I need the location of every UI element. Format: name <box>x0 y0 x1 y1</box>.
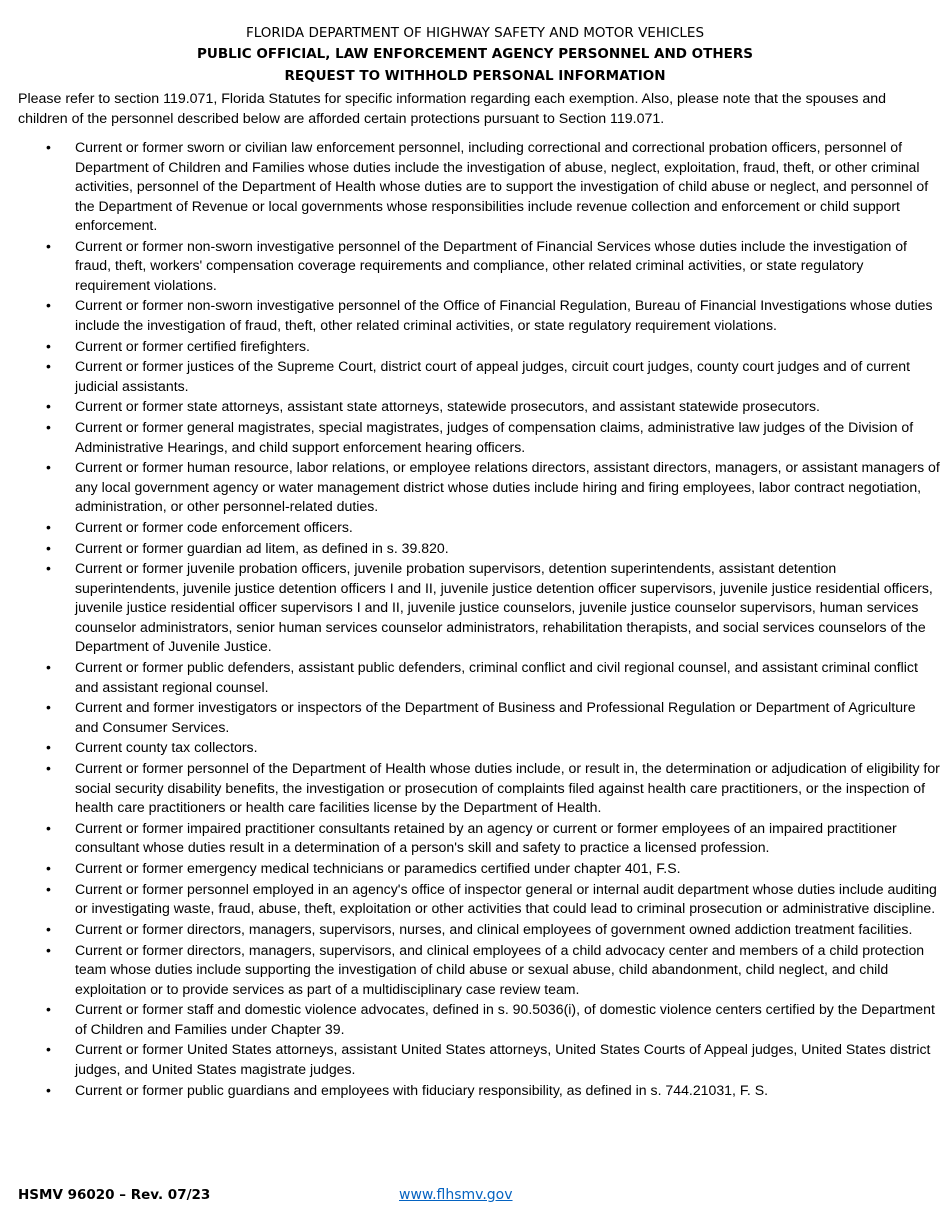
bullet-icon: • <box>46 659 51 676</box>
exemption-text: Current or former general magistrates, special magistrates, judges of compensation claims, administrative law judges of the Division of Administrative Hearings, and child support enforcement hearing officers. <box>75 419 914 455</box>
bullet-icon: • <box>46 1041 51 1058</box>
exemption-text: Current or former public defenders, assistant public defenders, criminal conflict and civil regional counsel, and assistant criminal conflict and assistant regional counsel. <box>75 659 918 695</box>
exemption-text: Current or former personnel of the Department of Health whose duties include, or result in, the determination or adjudication of eligibility for social security disability benefits, the investigation or prosecution of complaints filed against health care practitioners, or the inspection of health care practitioners or health care facilities license by the Department of Health. <box>75 760 940 816</box>
exemption-item <box>0 880 940 919</box>
bullet-icon: • <box>46 560 51 577</box>
exemption-item <box>0 138 940 236</box>
exemption-list <box>0 138 940 1101</box>
bullet-icon: • <box>46 519 51 535</box>
exemption-item <box>0 1000 940 1039</box>
exemption-text: Current or former non-sworn investigative personnel of the Department of Financial Services whose duties include the investigation of fraud, theft, workers' compensation coverage requirements and compliance, other related criminal activities, or state regulatory requirement violations. <box>75 237 907 293</box>
form-number: HSMV 96020 – Rev. 07/23 <box>18 1187 211 1203</box>
exemption-text: Current or former juvenile probation officers, juvenile probation supervisors, detention superintendents, assistant detention superintendents, juvenile justice detention officers I and II, juvenile justice detention officer supervisors, juvenile justice residential officers, juvenile justice residential officer supervisors I and II, juvenile justice counselors, juvenile justice counselor supervisors, human services counselor administrators, senior human services counselor administrators, rehabilitation therapists, and social services counselors of the Department of Juvenile Justice. <box>75 560 933 655</box>
exemption-text: Current or former human resource, labor relations, or employee relations directors, assistant directors, managers, or assistant managers of any local government agency or water management district whose duties include hiring and firing employees, labor contract negotiation, administration, or other personnel-related duties. <box>75 459 940 515</box>
bullet-icon: • <box>46 1001 51 1018</box>
exemption-text: Current or former guardian ad litem, as defined in s. 39.820. <box>75 539 449 556</box>
intro-paragraph: Please refer to section 119.071, Florida Statutes for specific information regarding each exemption. Also, please note that the spouses and children of the personnel described below are afforded certain protections pursuant to Section 119.071. <box>18 91 887 127</box>
exemption-text: Current or former impaired practitioner consultants retained by an agency or current or former employees of an impaired practitioner consultant whose duties result in a determination of a person's skill and safety to practice a licensed profession. <box>75 819 897 856</box>
website-link[interactable]: www.flhsmv.gov <box>399 1187 513 1203</box>
bullet-icon: • <box>46 941 51 958</box>
exemption-text: Current or former directors, managers, supervisors, nurses, and clinical employees of government owned addiction treatment facilities. <box>75 920 913 937</box>
exemption-text: Current or former justices of the Supreme Court, district court of appeal judges, circuit court judges, county court judges and of current judicial assistants. <box>75 358 911 394</box>
exemption-item <box>0 559 940 657</box>
exemption-text: Current and former investigators or inspectors of the Department of Business and Professional Regulation or Department of Agriculture and Consumer Services. <box>75 699 916 735</box>
form-title: PUBLIC OFFICIAL, LAW ENFORCEMENT AGENCY PERSONNEL AND OTHERS <box>196 46 753 62</box>
agency-name: FLORIDA DEPARTMENT OF HIGHWAY SAFETY AND MOTOR VEHICLES <box>245 25 705 41</box>
exemption-item <box>0 357 940 396</box>
exemption-item <box>0 738 940 758</box>
bullet-icon: • <box>46 860 51 876</box>
exemption-item <box>0 337 940 357</box>
bullet-icon: • <box>46 358 51 375</box>
exemption-item <box>0 518 940 538</box>
exemption-item <box>0 1040 940 1079</box>
exemption-item <box>0 941 940 1000</box>
exemption-item <box>0 458 940 517</box>
exemption-text: Current or former state attorneys, assistant state attorneys, statewide prosecutors, and assistant statewide prosecutors. <box>75 398 820 415</box>
exemption-item <box>0 698 940 737</box>
bullet-icon: • <box>46 920 51 937</box>
exemption-text: Current or former directors, managers, supervisors, and clinical employees of a child advocacy center and members of a child protection team whose duties include supporting the investigation of child abuse or sexual abuse, child abandonment, child neglect, and child exploitation or to provide services as part of a multidisciplinary case review team. <box>75 941 925 997</box>
exemption-item <box>0 859 940 879</box>
bullet-icon: • <box>46 237 51 254</box>
bullet-icon: • <box>46 337 51 354</box>
bullet-icon: • <box>46 819 51 836</box>
exemption-item <box>0 1081 940 1101</box>
exemption-text: Current or former public guardians and employees with fiduciary responsibility, as defined in s. 744.21031, F. S. <box>75 1081 769 1098</box>
bullet-icon: • <box>46 1081 51 1098</box>
exemption-item <box>0 296 940 335</box>
bullet-icon: • <box>46 139 51 155</box>
exemption-item <box>0 759 940 818</box>
bullet-icon: • <box>46 699 51 716</box>
exemption-text: Current county tax collectors. <box>75 739 258 756</box>
exemption-item <box>0 397 940 417</box>
bullet-icon: • <box>46 880 51 897</box>
bullet-icon: • <box>46 297 51 314</box>
exemption-text: Current or former code enforcement officers. <box>75 519 353 535</box>
exemption-item <box>0 539 940 559</box>
form-subtitle: REQUEST TO WITHHOLD PERSONAL INFORMATION <box>284 68 666 84</box>
exemption-item <box>0 418 940 457</box>
exemption-text: Current or former staff and domestic violence advocates, defined in s. 90.5036(i), of domestic violence centers certified by the Department of Children and Families under Chapter 39. <box>75 1001 935 1037</box>
bullet-icon: • <box>46 739 51 756</box>
exemption-text: Current or former certified firefighters. <box>75 337 310 354</box>
exemption-text: Current or former United States attorneys, assistant United States attorneys, United States Courts of Appeal judges, United States district judges, and United States magistrate judges. <box>75 1041 931 1077</box>
exemption-text: Current or former personnel employed in an agency's office of inspector general or internal audit department whose duties include auditing or investigating waste, fraud, abuse, theft, exploitation or other activities that could lead to criminal prosecution or administrative discipline. <box>75 880 937 917</box>
exemption-text: Current or former sworn or civilian law enforcement personnel, including correctional and correctional probation officers, personnel of Department of Children and Families whose duties include the investigation of abuse, neglect, exploitation, fraud, theft, or other criminal activities, personnel of the Department of Health whose duties are to support the investigation of child abuse or neglect, and personnel of the Department of Revenue or local governments whose responsibilities include revenue collection and enforcement or child support enforcement. <box>75 139 929 233</box>
exemption-item <box>0 819 940 858</box>
exemption-item <box>0 920 940 940</box>
bullet-icon: • <box>46 539 51 556</box>
document-header <box>0 24 950 87</box>
bullet-icon: • <box>46 398 51 415</box>
bullet-icon: • <box>46 459 51 476</box>
bullet-icon: • <box>46 760 51 777</box>
exemption-text: Current or former emergency medical technicians or paramedics certified under chapter 401, F.S. <box>75 860 681 876</box>
exemption-text: Current or former non-sworn investigative personnel of the Office of Financial Regulation, Bureau of Financial Investigations whose duties include the investigation of fraud, theft, other related criminal activities, or state regulatory requirement violations. <box>75 297 933 333</box>
exemption-item <box>0 237 940 296</box>
exemption-item <box>0 658 940 697</box>
bullet-icon: • <box>46 419 51 436</box>
